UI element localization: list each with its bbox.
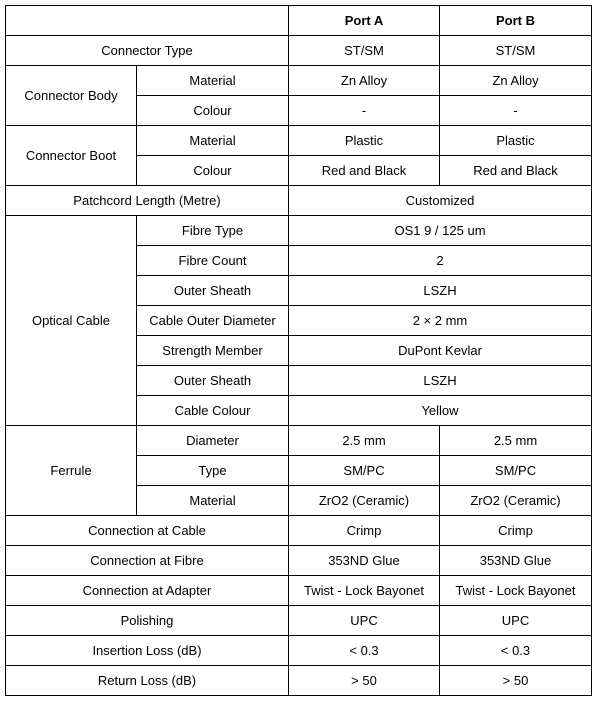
table-row	[6, 636, 592, 666]
table-row	[6, 36, 592, 66]
port-b-value: > 50	[440, 666, 592, 696]
port-a-value: Red and Black	[289, 156, 440, 186]
header-blank-cell	[6, 6, 289, 36]
port-b-value: Red and Black	[440, 156, 592, 186]
table-row	[6, 426, 592, 456]
sub-label: Colour	[137, 156, 289, 186]
port-a-value: ST/SM	[289, 36, 440, 66]
port-b-value: SM/PC	[440, 456, 592, 486]
row-label: Polishing	[6, 606, 289, 636]
row-label: Connection at Adapter	[6, 576, 289, 606]
shared-value: LSZH	[289, 276, 592, 306]
sub-label: Cable Colour	[137, 396, 289, 426]
header-row	[6, 6, 592, 36]
port-a-value: -	[289, 96, 440, 126]
table-row	[6, 186, 592, 216]
port-b-value: Plastic	[440, 126, 592, 156]
port-b-value: ST/SM	[440, 36, 592, 66]
table-row	[6, 666, 592, 696]
port-a-value: 353ND Glue	[289, 546, 440, 576]
port-a-value: > 50	[289, 666, 440, 696]
sub-label: Colour	[137, 96, 289, 126]
port-a-value: < 0.3	[289, 636, 440, 666]
port-a-value: Zn Alloy	[289, 66, 440, 96]
table-row	[6, 606, 592, 636]
port-a-value: Plastic	[289, 126, 440, 156]
shared-value: 2	[289, 246, 592, 276]
sub-label: Outer Sheath	[137, 276, 289, 306]
port-a-value: SM/PC	[289, 456, 440, 486]
table-row	[6, 576, 592, 606]
sub-label: Fibre Count	[137, 246, 289, 276]
port-b-value: < 0.3	[440, 636, 592, 666]
shared-value: Yellow	[289, 396, 592, 426]
row-label: Patchcord Length (Metre)	[6, 186, 289, 216]
group-label: Ferrule	[6, 426, 137, 516]
port-a-value: ZrO2 (Ceramic)	[289, 486, 440, 516]
port-b-value: Twist - Lock Bayonet	[440, 576, 592, 606]
table-row	[6, 66, 592, 96]
group-label: Connector Boot	[6, 126, 137, 186]
table-row	[6, 126, 592, 156]
table-row	[6, 516, 592, 546]
sub-label: Material	[137, 66, 289, 96]
sub-label: Type	[137, 456, 289, 486]
header-port-a: Port A	[289, 6, 440, 36]
table-row	[6, 546, 592, 576]
sub-label: Material	[137, 486, 289, 516]
shared-value: Customized	[289, 186, 592, 216]
sub-label: Material	[137, 126, 289, 156]
row-label: Connection at Cable	[6, 516, 289, 546]
port-a-value: 2.5 mm	[289, 426, 440, 456]
port-a-value: UPC	[289, 606, 440, 636]
port-b-value: UPC	[440, 606, 592, 636]
table-row	[6, 216, 592, 246]
port-a-value: Twist - Lock Bayonet	[289, 576, 440, 606]
row-label: Return Loss (dB)	[6, 666, 289, 696]
header-port-b: Port B	[440, 6, 592, 36]
group-label: Connector Body	[6, 66, 137, 126]
port-b-value: Crimp	[440, 516, 592, 546]
row-label: Insertion Loss (dB)	[6, 636, 289, 666]
port-a-value: Crimp	[289, 516, 440, 546]
port-b-value: -	[440, 96, 592, 126]
sub-label: Diameter	[137, 426, 289, 456]
sub-label: Cable Outer Diameter	[137, 306, 289, 336]
sub-label: Outer Sheath	[137, 366, 289, 396]
sub-label: Strength Member	[137, 336, 289, 366]
shared-value: LSZH	[289, 366, 592, 396]
group-label: Optical Cable	[6, 216, 137, 426]
spec-table	[5, 5, 592, 696]
sub-label: Fibre Type	[137, 216, 289, 246]
port-b-value: ZrO2 (Ceramic)	[440, 486, 592, 516]
shared-value: OS1 9 / 125 um	[289, 216, 592, 246]
row-label: Connection at Fibre	[6, 546, 289, 576]
row-label: Connector Type	[6, 36, 289, 66]
shared-value: 2 × 2 mm	[289, 306, 592, 336]
port-b-value: 353ND Glue	[440, 546, 592, 576]
port-b-value: 2.5 mm	[440, 426, 592, 456]
port-b-value: Zn Alloy	[440, 66, 592, 96]
shared-value: DuPont Kevlar	[289, 336, 592, 366]
